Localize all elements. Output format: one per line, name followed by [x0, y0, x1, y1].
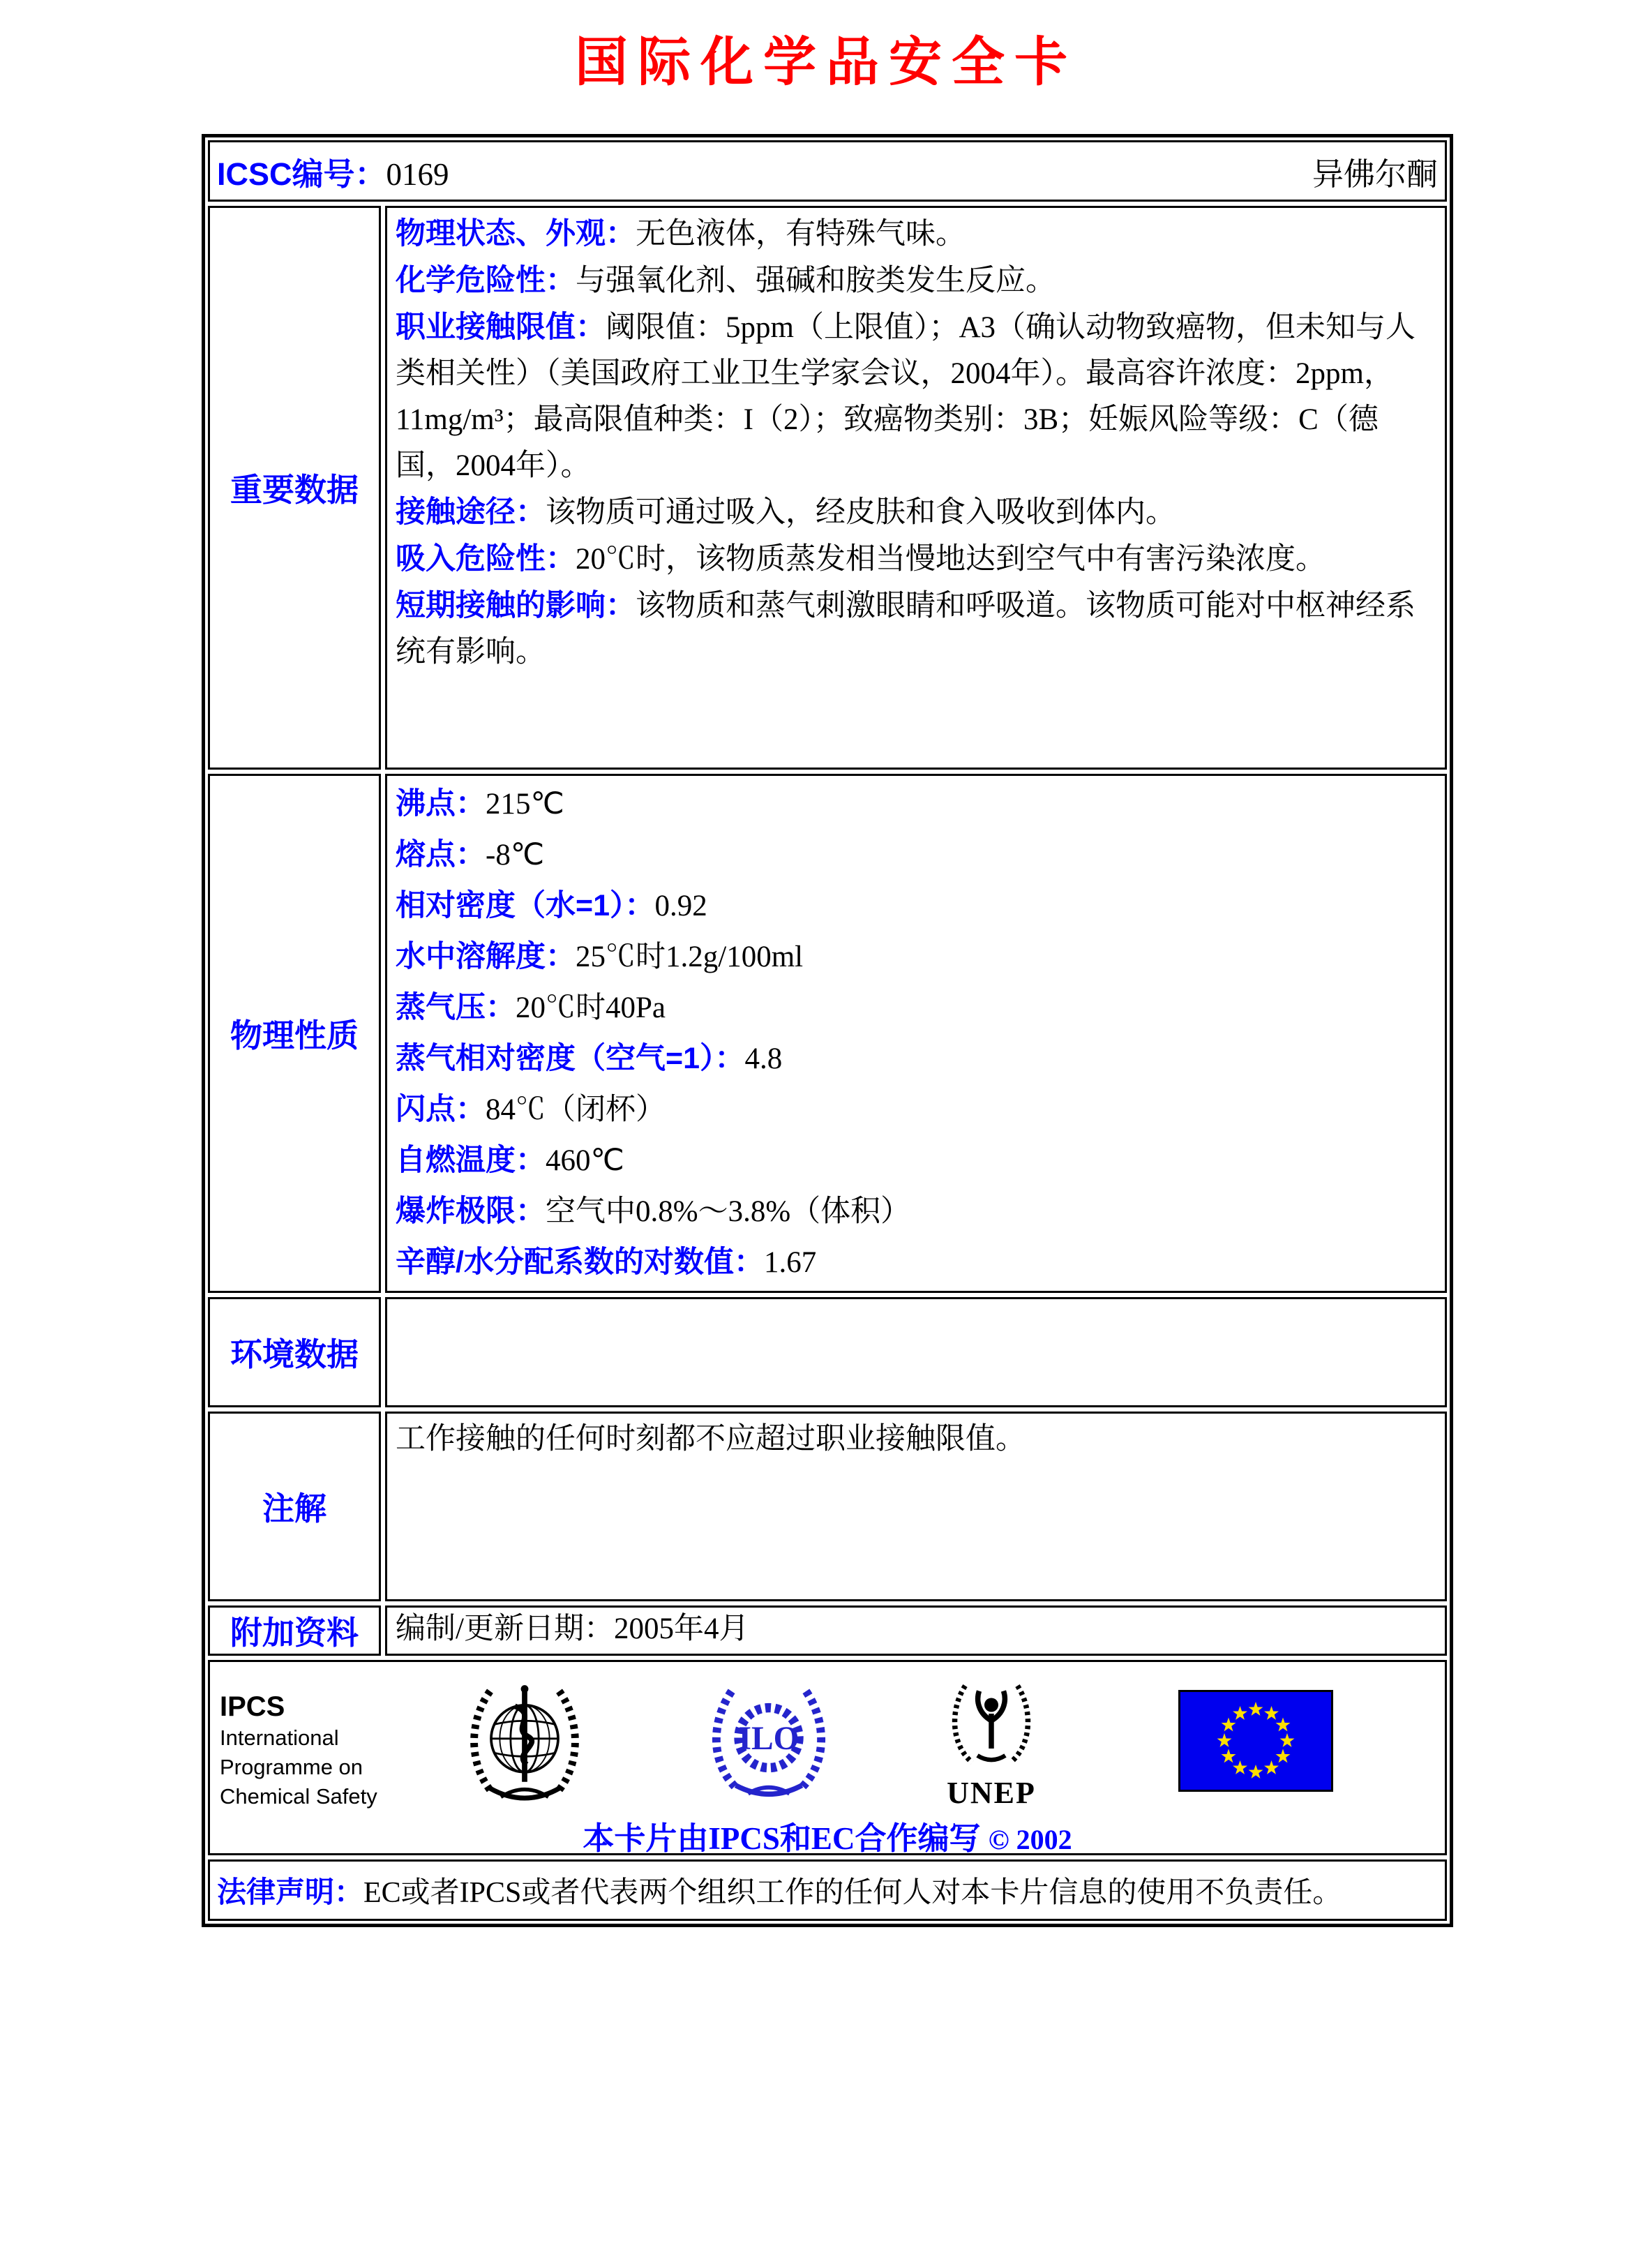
section-physical-properties: [208, 774, 1447, 1293]
legal-row: [208, 1859, 1447, 1921]
property-line: [396, 489, 1436, 536]
property-value: 25℃时1.2g/100ml: [576, 941, 804, 973]
property-value: 1.67: [763, 1246, 817, 1279]
property-label: 短期接触的影响：: [396, 589, 636, 622]
property-value: 空气中0.8%～3.8%（体积）: [546, 1195, 911, 1228]
caption-year: © 2002: [988, 1824, 1072, 1855]
property-value: -8℃: [486, 839, 545, 871]
property-label: 物理状态、外观：: [396, 217, 636, 250]
property-line: [396, 1237, 1436, 1288]
property-line: [396, 830, 1436, 881]
update-date-text: 编制/更新日期：2005年4月: [396, 1612, 749, 1645]
property-value: 0.92: [654, 890, 707, 922]
svg-text:ILO: ILO: [738, 1720, 799, 1757]
property-line: [396, 1135, 1436, 1186]
page-title: 国际化学品安全卡: [575, 33, 1077, 92]
property-value: 4.8: [744, 1042, 783, 1075]
property-label: 蒸气压：: [396, 991, 516, 1024]
property-value: 该物质可通过吸入，经皮肤和食入吸收到体内。: [546, 496, 1176, 529]
property-line: [396, 881, 1436, 931]
property-label: 爆炸极限：: [396, 1195, 546, 1228]
legal-statement: [217, 1869, 1342, 1911]
property-label: 吸入危险性：: [396, 542, 576, 576]
property-value: 20℃时，该物质蒸发相当慢地达到空气中有害污染浓度。: [576, 543, 1326, 576]
ipcs-line: International: [220, 1726, 339, 1750]
ilo-logo: [707, 1679, 831, 1803]
section-label-environmental-data: 环境数据: [208, 1297, 381, 1407]
icsc-card: [202, 134, 1453, 1927]
property-line: [396, 1186, 1436, 1237]
property-label: 闪点：: [396, 1093, 486, 1126]
icsc-number-value: 0169: [386, 156, 449, 192]
caption-text: 本卡片由IPCS和EC合作编写: [583, 1821, 981, 1856]
property-label: 职业接触限值：: [396, 310, 606, 344]
ipcs-line: Chemical Safety: [220, 1784, 377, 1809]
property-label: 化学危险性：: [396, 264, 576, 297]
section-content-notes: [385, 1412, 1447, 1601]
section-label-important-data: 重要数据: [208, 206, 381, 770]
property-value: 无色液体，有特殊气味。: [636, 218, 966, 250]
property-line: [396, 583, 1436, 675]
section-content-important-data: [385, 206, 1447, 770]
property-label: 水中溶解度：: [396, 940, 576, 973]
property-label: 自燃温度：: [396, 1144, 546, 1177]
property-label: 熔点：: [396, 838, 486, 871]
property-line: [396, 982, 1436, 1033]
chemical-name: 异佛尔酮: [1312, 156, 1438, 192]
property-line: [396, 931, 1436, 982]
ipcs-title: IPCS: [220, 1691, 285, 1722]
property-label: 辛醇/水分配系数的对数值：: [396, 1245, 764, 1279]
property-value: 460℃: [546, 1144, 624, 1177]
logos-cell: [208, 1660, 1447, 1855]
property-value: 215℃: [486, 788, 564, 821]
section-additional-information: [208, 1605, 1447, 1656]
ipcs-line: Programme on: [220, 1755, 363, 1779]
legal-text: EC或者IPCS或者代表两个组织工作的任何人对本卡片信息的使用不负责任。: [363, 1877, 1342, 1909]
section-label-notes: 注解: [208, 1412, 381, 1601]
note-text: 工作接触的任何时刻都不应超过职业接触限值。: [396, 1423, 1026, 1455]
section-content-environmental-data: [385, 1297, 1447, 1407]
legal-cell: [208, 1859, 1447, 1921]
header-row: [208, 140, 1447, 202]
section-notes: [208, 1412, 1447, 1601]
section-important-data: [208, 206, 1447, 770]
property-value: 阈限值：5ppm（上限值）；A3（确认动物致癌物，但未知与人类相关性）（美国政府工业卫生学家会议，2004年）。最高容许浓度：2ppm，11mg/m³；最高限值种类：I（2）；致癌物类别：3B；妊娠风险等级：C（德国，2004年）。: [396, 311, 1416, 482]
property-line: [396, 536, 1436, 583]
note-line: [396, 1416, 1436, 1462]
legal-label: 法律声明：: [217, 1876, 364, 1908]
property-label: 沸点：: [396, 787, 486, 821]
cooperation-caption: [210, 1813, 1445, 1858]
icsc-number-label: ICSC编号：: [217, 156, 386, 192]
section-label-physical-properties: 物理性质: [208, 774, 381, 1293]
property-label: 接触途径：: [396, 495, 546, 529]
property-line: [396, 211, 1436, 257]
update-date-line: [396, 1609, 1436, 1649]
property-label: 蒸气相对密度（空气=1）：: [396, 1042, 745, 1075]
section-content-physical-properties: [385, 774, 1447, 1293]
property-value: 84℃（闭杯）: [486, 1093, 666, 1126]
eu-flag: [1178, 1690, 1333, 1792]
property-value: 该物质和蒸气刺激眼睛和呼吸道。该物质可能对中枢神经系统有影响。: [396, 590, 1416, 668]
unep-label: UNEP: [947, 1776, 1036, 1810]
unep-logo: [927, 1672, 1056, 1809]
property-line: [396, 1084, 1436, 1135]
ipcs-text-block: [220, 1690, 377, 1811]
property-line: [396, 779, 1436, 830]
property-line: [396, 1033, 1436, 1084]
section-label-additional-information: 附加资料: [208, 1605, 381, 1656]
property-value: 与强氧化剂、强碱和胺类发生反应。: [576, 264, 1056, 297]
property-line: [396, 257, 1436, 304]
property-value: 20℃时40Pa: [516, 991, 666, 1024]
header-cell: [208, 140, 1447, 202]
section-content-additional-information: [385, 1605, 1447, 1656]
section-environmental-data: [208, 1297, 1447, 1407]
logos-row: [208, 1660, 1447, 1855]
who-logo: [460, 1676, 590, 1810]
property-line: [396, 304, 1436, 489]
icsc-number-group: [217, 149, 449, 194]
property-label: 相对密度（水=1）：: [396, 889, 655, 922]
